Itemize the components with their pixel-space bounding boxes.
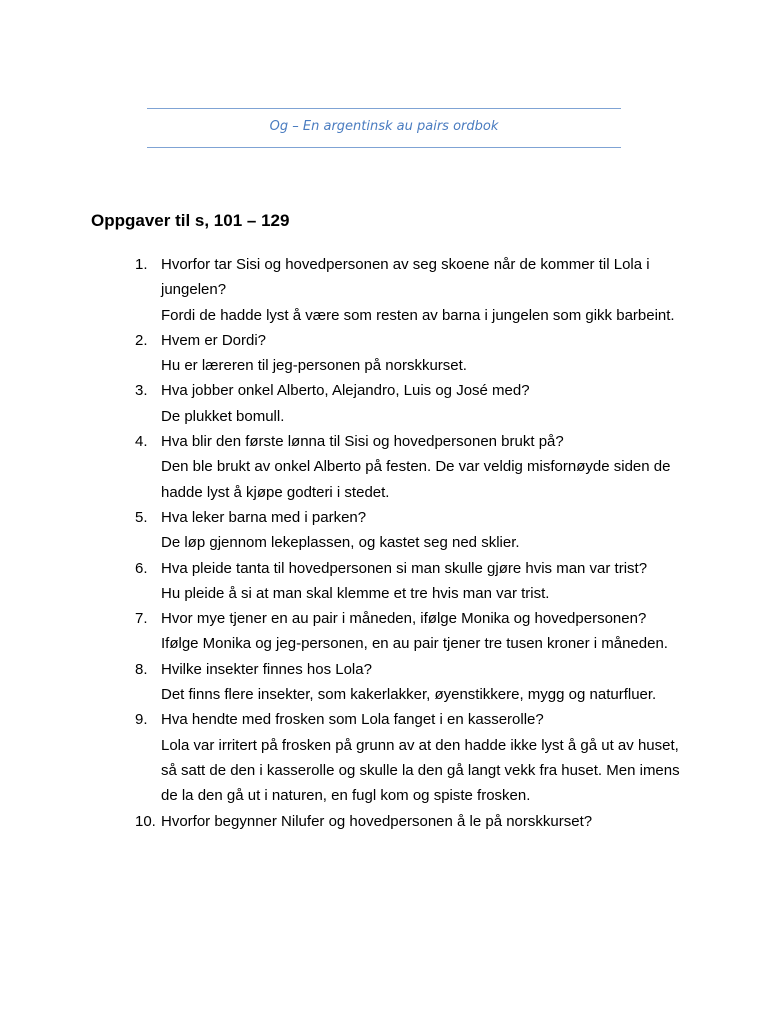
question-text: Hva blir den første lønna til Sisi og hovedpersonen brukt på? [161, 433, 564, 451]
question-text: Hvem er Dordi? [161, 331, 267, 349]
question-number: 4. [135, 433, 148, 451]
question-number: 7. [135, 610, 148, 628]
question-item-4 [91, 429, 691, 505]
question-item-7 [91, 606, 691, 657]
question-number: 3. [135, 382, 148, 400]
page-heading: Oppgaver til s, 101 – 129 [91, 211, 290, 230]
question-number: 9. [135, 711, 148, 729]
question-item-2 [91, 328, 691, 379]
question-text: Hva hendte med frosken som Lola fanget i en kasserolle? [161, 711, 544, 729]
question-number: 5. [135, 508, 148, 526]
question-item-3 [91, 378, 691, 429]
question-text: Hva leker barna med i parken? [161, 508, 367, 526]
answer-text: De plukket bomull. [161, 407, 285, 425]
header-title: Og – En argentinsk au pairs ordbok [269, 119, 499, 134]
answer-text: Hu pleide å si at man skal klemme et tre hvis man var trist. [161, 584, 550, 602]
answer-text: Hu er læreren til jeg-personen på norskkurset. [161, 357, 467, 375]
answer-text: Det finns flere insekter, som kakerlakker, øyenstikkere, mygg og naturfluer. [161, 686, 657, 704]
question-number: 1. [135, 256, 148, 273]
question-item-6 [91, 556, 691, 607]
question-text: Hvorfor begynner Nilufer og hovedpersonen å le på norskkurset? [161, 812, 593, 830]
question-number: 8. [135, 660, 148, 678]
answer-text: Fordi de hadde lyst å være som resten av barna i jungelen som gikk barbeint. [161, 306, 675, 324]
question-number: 2. [135, 331, 148, 349]
header-bottom-rule [147, 147, 621, 148]
question-item-5 [91, 505, 691, 556]
question-item-8 [91, 657, 691, 708]
question-text: Hvor mye tjener en au pair i måneden, ifølge Monika og hovedpersonen? [161, 610, 647, 628]
question-item-9 [91, 707, 691, 808]
answer-text: Den ble brukt av onkel Alberto på festen. De var veldig misfornøyde siden de hadde lyst å kjøpe godteri i stedet. [161, 458, 671, 501]
question-item-10 [91, 809, 691, 834]
question-text: Hvorfor tar Sisi og hovedpersonen av seg skoene når de kommer til Lola i jungelen? [161, 256, 650, 299]
answer-text: Ifølge Monika og jeg-personen, en au pair tjener tre tusen kroner i måneden. [161, 635, 668, 653]
question-list [91, 252, 691, 834]
question-text: Hva pleide tanta til hovedpersonen si man skulle gjøre hvis man var trist? [161, 559, 648, 577]
header-top-rule [147, 108, 621, 109]
question-number: 10. [135, 812, 156, 830]
question-number: 6. [135, 559, 148, 577]
question-text: Hva jobber onkel Alberto, Alejandro, Luis og José med? [161, 382, 530, 400]
answer-text: De løp gjennom lekeplassen, og kastet seg ned sklier. [161, 534, 520, 552]
question-text: Hvilke insekter finnes hos Lola? [161, 660, 372, 678]
answer-text: Lola var irritert på frosken på grunn av at den hadde ikke lyst å gå ut av huset, så satt de den i kasserolle og skulle la den gå langt vekk fra huset. Men imens de la den gå ut i naturen, en fugl kom og spiste frosken. [161, 736, 680, 805]
question-item-1 [91, 252, 691, 328]
